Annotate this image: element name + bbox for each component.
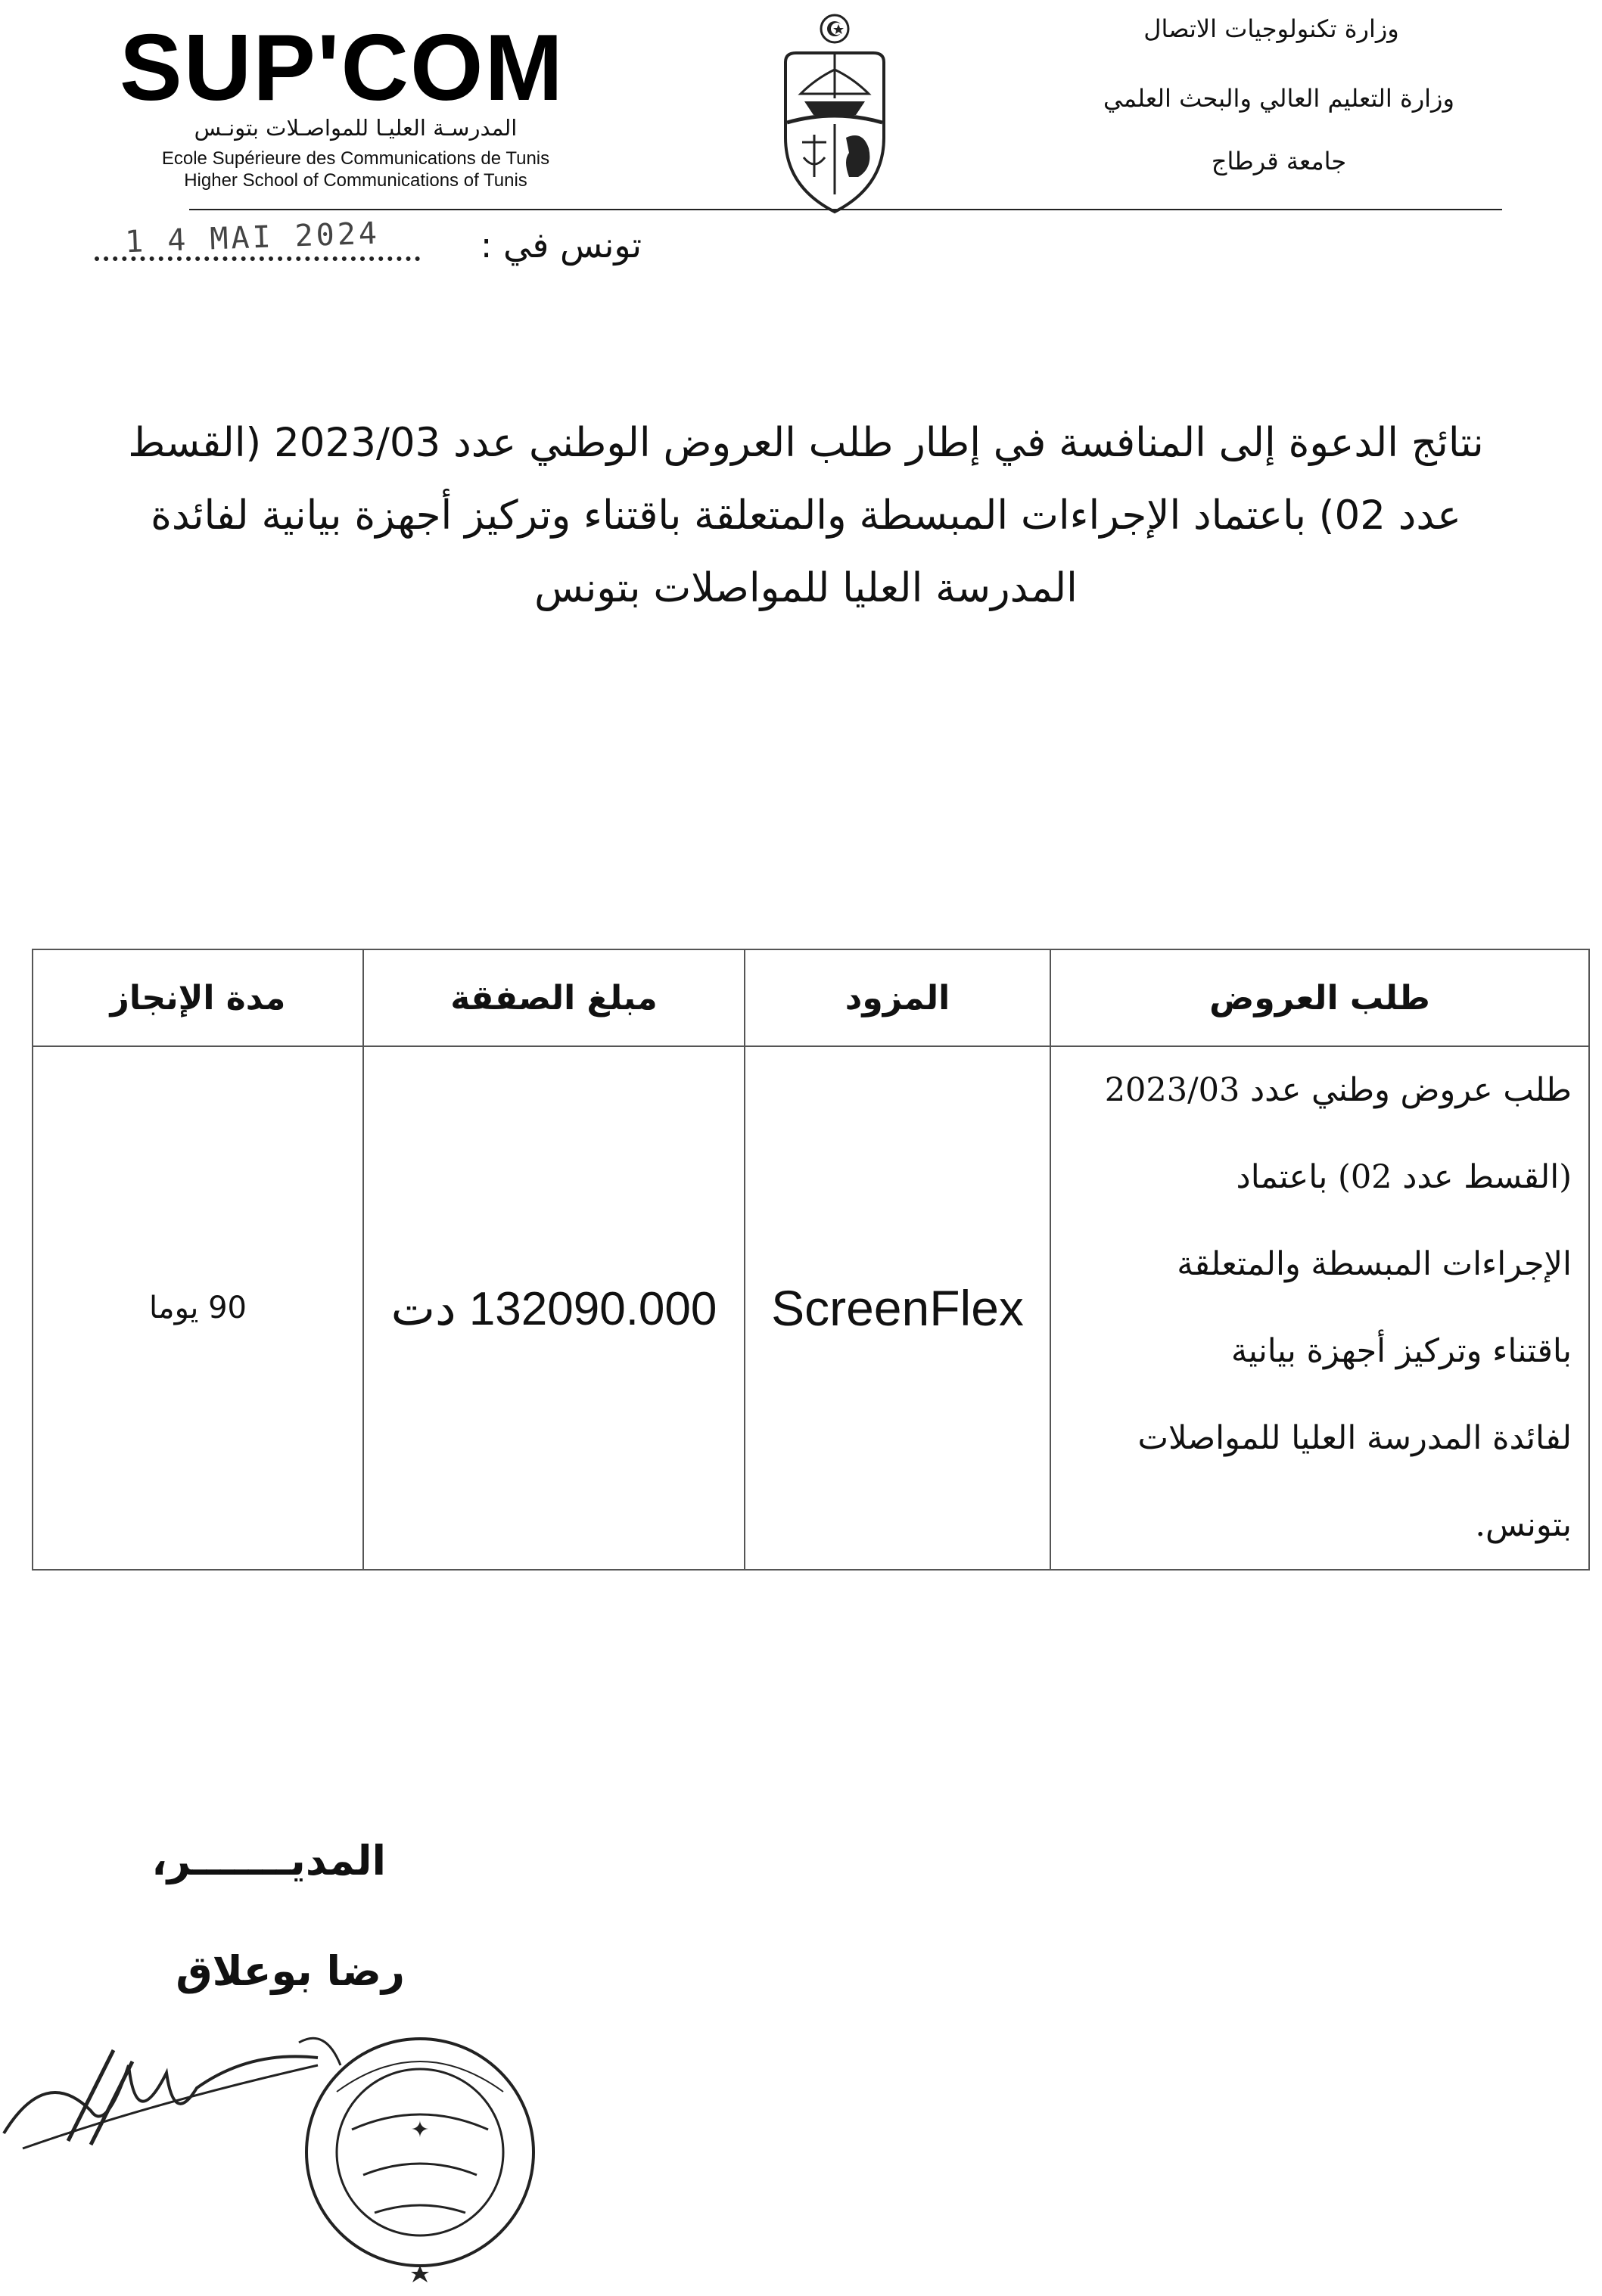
request-line: بتونس. xyxy=(1475,1506,1572,1544)
table-header-row xyxy=(33,949,1589,1046)
request-line: الإجراءات المبسطة والمتعلقة xyxy=(1177,1245,1572,1283)
svg-text:✦: ✦ xyxy=(410,2117,430,2143)
director-title: المديـــــــر، xyxy=(151,1837,386,1884)
university-carthage: جامعة قرطاج xyxy=(1211,147,1347,176)
header-amount: مبلغ الصفقة xyxy=(363,949,745,1046)
logo-arabic-name: المدرسـة العليـا للمواصـلات بتونـس xyxy=(194,115,518,141)
contract-amount: 132090.000 دت xyxy=(390,1282,717,1335)
date-label: تونس في : xyxy=(480,225,642,266)
header-supplier: المزود xyxy=(745,949,1050,1046)
ministry-communication: وزارة تكنولوجيات الاتصال xyxy=(1143,14,1399,43)
request-line: طلب عروض وطني عدد 2023/03 xyxy=(1104,1071,1572,1109)
logo-english-name: Higher School of Communications of Tunis xyxy=(184,170,527,191)
logo-french-name: Ecole Supérieure des Communications de Tunis xyxy=(161,148,550,169)
request-line: باقتناء وتركيز أجهزة بيانية xyxy=(1230,1332,1572,1370)
header-duration: مدة الإنجاز xyxy=(33,949,363,1046)
official-seal-icon xyxy=(291,2016,549,2296)
cell-request xyxy=(1050,1046,1589,1570)
request-line: (القسط عدد 02) باعتماد xyxy=(1236,1158,1572,1196)
cell-supplier xyxy=(745,1046,1050,1570)
completion-duration: 90 يوما xyxy=(148,1291,247,1325)
logo-wordmark: SUP'COM xyxy=(120,16,565,120)
supplier-name: ScreenFlex xyxy=(771,1280,1024,1336)
header-divider xyxy=(189,209,1502,210)
date-stamp: 1 4 MAI 2024 xyxy=(124,216,381,260)
request-line: لفائدة المدرسة العليا للمواصلات xyxy=(1137,1419,1572,1457)
cell-duration xyxy=(33,1046,363,1570)
director-name: رضا بوعلاق xyxy=(176,1947,405,1995)
coat-of-arms-icon xyxy=(770,9,899,221)
ministry-higher-education: وزارة التعليم العالي والبحث العلمي xyxy=(1103,84,1454,113)
document-title: نتائج الدعوة إلى المنافسة في إطار طلب العروض الوطني عدد 2023/03 (القسط عدد 02) باعتماد الإجراءات المبسطة والمتعلقة باقتناء وتركيز أجهزة بيانية لفائدة المدرسة العليا للمواصلات بتونس xyxy=(128,420,1484,611)
cell-amount xyxy=(363,1046,745,1570)
results-table xyxy=(32,949,1590,1571)
header-request: طلب العروض xyxy=(1050,949,1589,1046)
table-row xyxy=(33,1046,1589,1570)
